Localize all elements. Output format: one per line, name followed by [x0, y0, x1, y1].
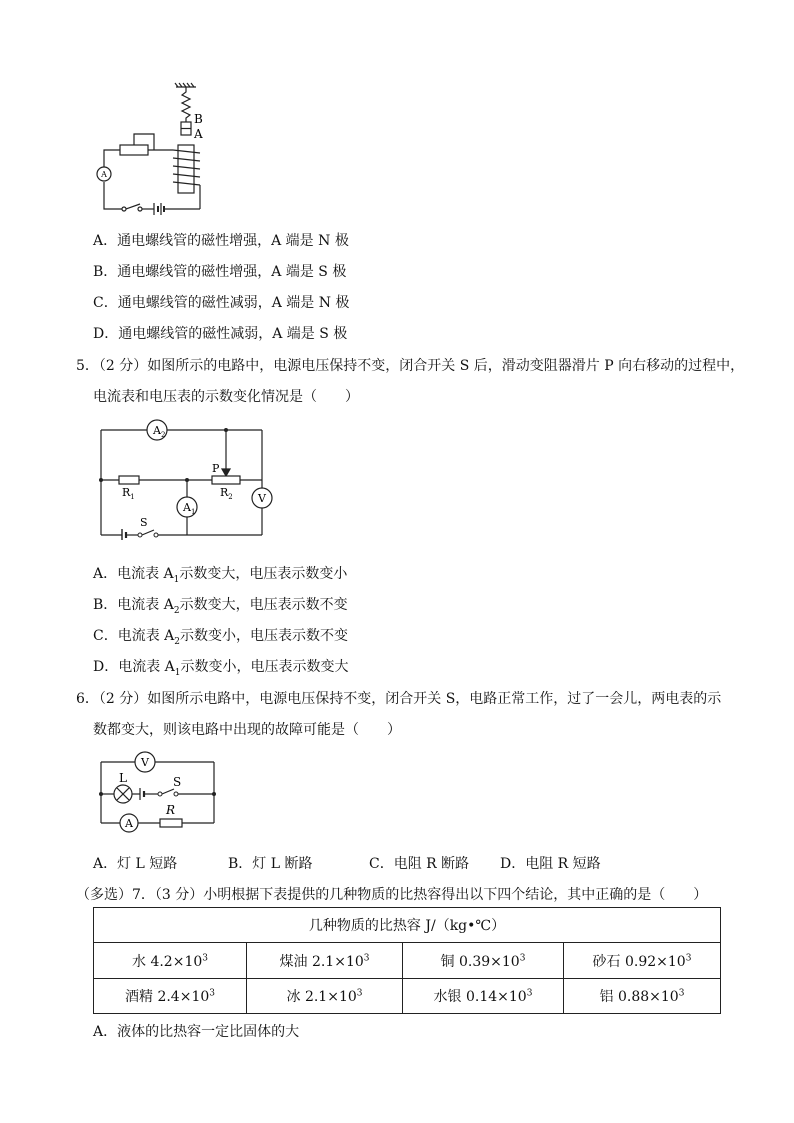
table-cell: 煤油 $2.1\times 10^3$ — [247, 943, 403, 979]
v-label: V — [258, 492, 266, 505]
svg-text:R1 — [122, 486, 135, 501]
q5-option-c[interactable]: C．电流表 $A_2$示数变小，电压表示数不变 — [93, 628, 349, 647]
a1-sub: 1 — [190, 508, 196, 516]
table-row — [94, 979, 721, 1014]
label-a: A — [194, 127, 203, 141]
q4-option-d[interactable]: D．通电螺线管的磁性减弱，A 端是 S 极 — [93, 326, 348, 342]
q5-circuit-figure — [96, 418, 276, 540]
table-cell: 水 $4.2\times 10^3$ — [94, 943, 247, 979]
label-b: B — [194, 112, 203, 126]
a-label: A — [125, 817, 133, 830]
r2-label: R — [220, 486, 229, 499]
q6-option-c[interactable]: C．电阻 R 断路 — [369, 856, 470, 872]
q7-option-a[interactable]: A．液体的比热容一定比固体的大 — [93, 1024, 300, 1040]
q5-option-a[interactable]: A．电流表 $A_1$示数变大，电压表示数变小 — [93, 566, 348, 585]
table-cell: 冰 $2.1\times 10^3$ — [247, 979, 403, 1014]
lamp-icon — [114, 785, 132, 803]
q5-option-b[interactable]: B．电流表 $A_2$示数变大，电压表示数不变 — [93, 597, 348, 616]
l-label: L — [119, 771, 127, 785]
table-row — [94, 943, 721, 979]
a1-label: A — [183, 501, 191, 514]
q7-stem: （多选）7．（3 分）小明根据下表提供的几种物质的比热容得出以下四个结论，其中正确的是（ ） — [76, 887, 708, 903]
svg-text:R2 — [220, 486, 233, 501]
table-cell: 水银 $0.14\times 10^3$ — [403, 979, 564, 1014]
a2-sub: 2 — [160, 431, 166, 439]
q6-option-b[interactable]: B．灯 L 断路 — [228, 856, 313, 872]
q6-stem-line2: 数都变大，则该电路中出现的故障可能是（ ） — [93, 722, 401, 738]
resistor-r1 — [119, 476, 139, 484]
q5-stem-line1: 5．（2 分）如图所示的电路中，电源电压保持不变，闭合开关 S 后，滑动变阻器滑片 P 向右移动的过程中， — [76, 358, 745, 374]
table-cell: 酒精 $2.4\times 10^3$ — [94, 979, 247, 1014]
solenoid-circuit-figure — [90, 82, 220, 217]
s-label: S — [173, 775, 182, 789]
r-label: R — [166, 803, 176, 817]
q6-stem-line1: 6．（2 分）如图所示电路中，电源电压保持不变，闭合开关 S，电路正常工作，过了一会儿，两电表的示 — [76, 691, 722, 707]
r2-sub: 2 — [228, 493, 233, 501]
table-cell: 铝 $0.88\times 10^3$ — [564, 979, 721, 1014]
r1-sub: 1 — [130, 493, 135, 501]
a2-label: A — [153, 424, 161, 437]
q6-option-a[interactable]: A．灯 L 短路 — [93, 856, 178, 872]
p-label: P — [212, 462, 220, 475]
q6-option-d[interactable]: D．电阻 R 短路 — [500, 856, 601, 872]
table-title: 几种物质的比热容 J/（kg•℃） — [94, 908, 721, 943]
r1-label: R — [122, 486, 131, 499]
q4-option-c[interactable]: C．通电螺线管的磁性减弱，A 端是 N 极 — [93, 295, 350, 311]
ammeter-label: A — [101, 170, 107, 179]
s-label: S — [140, 516, 148, 529]
q5-stem-line2: 电流表和电压表的示数变化情况是（ ） — [93, 389, 359, 405]
q5-option-d[interactable]: D．电流表 $A_1$示数变小，电压表示数变大 — [93, 659, 349, 678]
rheostat-r2 — [212, 476, 240, 484]
q4-option-a[interactable]: A．通电螺线管的磁性增强，A 端是 N 极 — [93, 233, 349, 249]
v-label: V — [141, 756, 149, 769]
table-cell: 砂石 $0.92\times 10^3$ — [564, 943, 721, 979]
q4-option-b[interactable]: B．通电螺线管的磁性增强，A 端是 S 极 — [93, 264, 347, 280]
q6-circuit-figure — [96, 750, 221, 838]
table-cell: 铜 $0.39\times 10^3$ — [403, 943, 564, 979]
resistor-r — [160, 819, 182, 827]
specific-heat-table — [93, 907, 721, 1014]
